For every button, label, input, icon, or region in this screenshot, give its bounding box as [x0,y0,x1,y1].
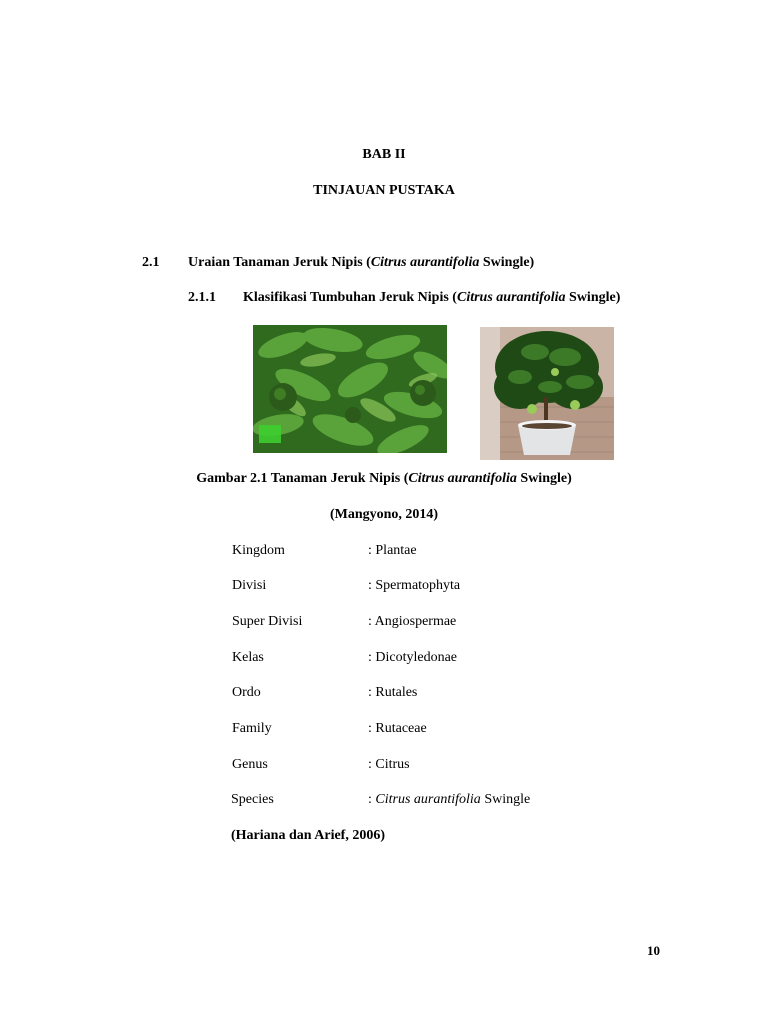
chapter-number: BAB II [362,147,406,162]
classification-value: : Angiospermae [368,614,457,629]
subsection-number: 2.1.1 [188,290,216,305]
classification-key: Ordo [232,685,261,700]
lime-leaves-photo [253,325,447,453]
classification-key: Super Divisi [232,614,303,629]
classification-reference: (Hariana dan Arief, 2006) [231,828,385,843]
page-number: 10 [647,943,660,958]
classification-value: : Dicotyledonae [368,650,458,665]
classification-value: : Rutaceae [368,721,427,736]
classification-value: : Citrus [368,757,410,772]
species-key: Species [231,792,274,807]
classification-value: : Spermatophyta [368,578,461,593]
section-number: 2.1 [142,255,160,270]
classification-value: : Plantae [368,543,417,558]
subsection-title: Klasifikasi Tumbuhan Jeruk Nipis (Citrus aurantifolia Swingle) [243,290,621,305]
classification-key: Genus [232,757,268,772]
classification-value: : Rutales [368,685,418,700]
classification-key: Divisi [232,578,267,593]
figure-source: (Mangyono, 2014) [329,507,439,522]
chapter-title: TINJAUAN PUSTAKA [313,183,455,198]
section-title: Uraian Tanaman Jeruk Nipis (Citrus aurantifolia Swingle) [188,255,535,270]
potted-lime-tree-photo [480,327,614,460]
species-value: : Citrus aurantifolia Swingle [368,792,531,807]
figure-caption: Gambar 2.1 Tanaman Jeruk Nipis (Citrus aurantifolia Swingle) [196,471,572,486]
classification-key: Kingdom [232,543,285,558]
section-heading [142,255,160,271]
classification-key: Kelas [232,650,264,665]
classification-key: Family [232,721,272,736]
